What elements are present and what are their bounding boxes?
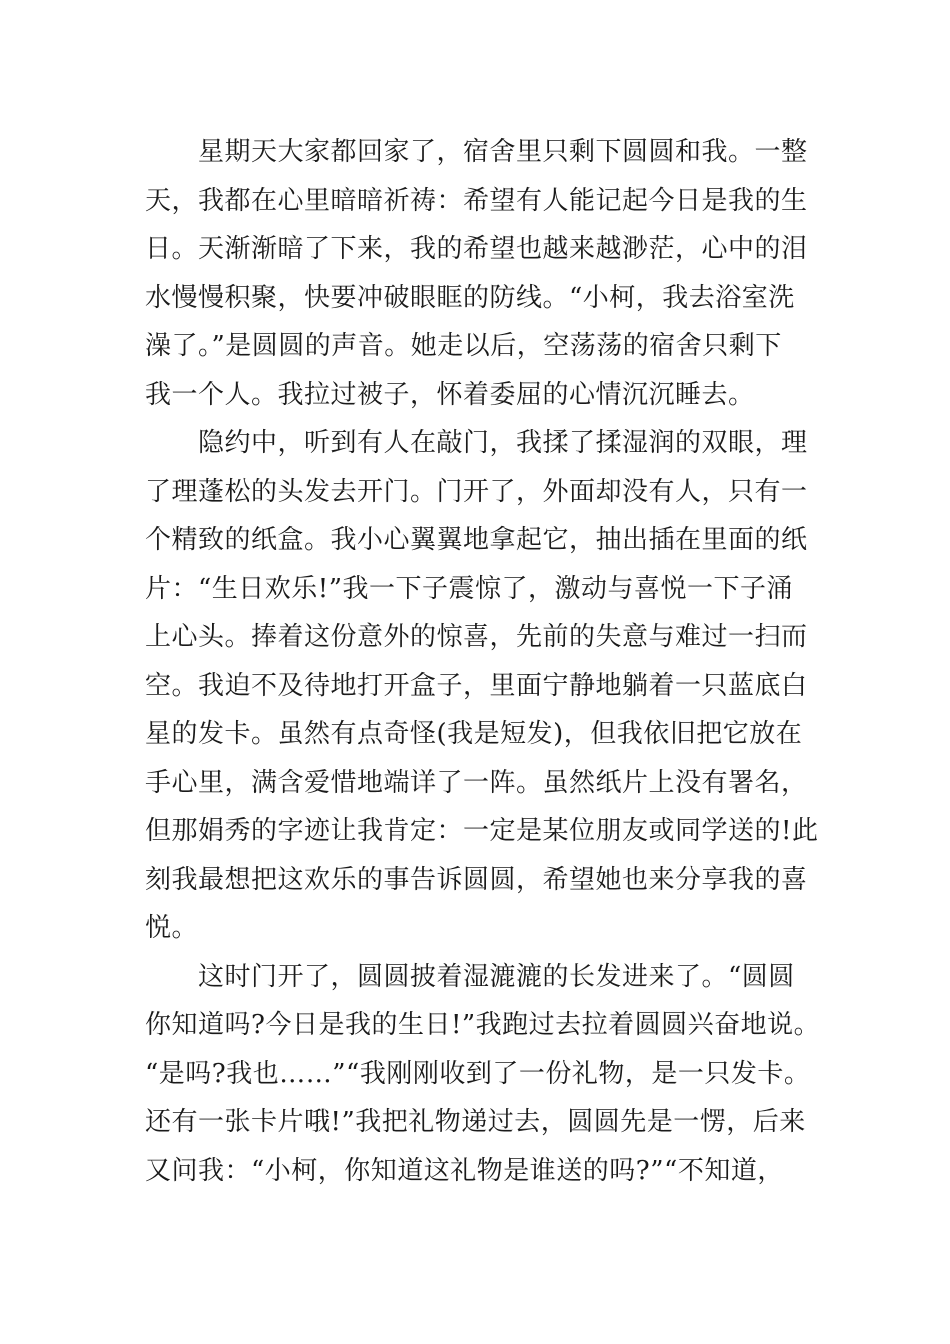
text-line: 隐约中，听到有人在敲门，我揉了揉湿润的双眼，理 [198, 428, 808, 458]
text-line: 天，我都在心里暗暗祈祷：希望有人能记起今日是我的生 [145, 185, 808, 216]
text-line: 这时门开了，圆圆披着湿漉漉的长发进来了。“圆圆 [198, 961, 795, 992]
paragraph-3 [145, 953, 835, 1196]
text-line: “是吗?我也……”“我刚刚收到了一份礼物，是一只发卡。 [145, 1058, 811, 1089]
text-line: 又问我：“小柯，你知道这礼物是谁送的吗?”“不知道， [145, 1155, 784, 1186]
text-line: 个精致的纸盒。我小心翼翼地拿起它，抽出插在里面的纸 [145, 525, 808, 555]
text-line: 了理蓬松的头发去开门。门开了，外面却没有人，只有一 [145, 476, 808, 507]
text-line: 日。天渐渐暗了下来，我的希望也越来越渺茫，心中的泪 [145, 234, 808, 264]
text-line: 悦。 [145, 913, 199, 943]
paragraph-2 [145, 419, 835, 953]
text-line: 你知道吗?今日是我的生日!”我跑过去拉着圆圆兴奋地说。 [145, 1010, 821, 1040]
text-line: 星期天大家都回家了，宿舍里只剩下圆圆和我。一整 [198, 137, 808, 167]
text-line: 星的发卡。虽然有点奇怪(我是短发)，但我依旧把它放在 [145, 719, 803, 749]
text-line: 上心头。捧着这份意外的惊喜，先前的失意与难过一扫而 [145, 622, 808, 652]
paragraph-1 [145, 128, 835, 419]
document-body [145, 128, 835, 1195]
text-line: 手心里，满含爱惜地端详了一阵。虽然纸片上没有署名， [145, 767, 808, 798]
text-line: 片：“生日欢乐!”我一下子震惊了，激动与喜悦一下子涌 [145, 573, 794, 604]
text-line: 但那娟秀的字迹让我肯定：一定是某位朋友或同学送的!此 [145, 816, 819, 846]
text-line: 澡了。”是圆圆的声音。她走以后，空荡荡的宿舍只剩下 [145, 331, 782, 361]
text-line: 空。我迫不及待地打开盒子，里面宁静地躺着一只蓝底白 [145, 670, 808, 701]
text-line: 刻我最想把这欢乐的事告诉圆圆，希望她也来分享我的喜 [145, 864, 808, 895]
text-line: 水慢慢积聚，快要冲破眼眶的防线。“小柯，我去浴室洗 [145, 282, 795, 313]
text-line: 还有一张卡片哦!”我把礼物递过去，圆圆先是一愣，后来 [145, 1107, 806, 1137]
text-line: 我一个人。我拉过被子，怀着委屈的心情沉沉睡去。 [145, 379, 755, 410]
